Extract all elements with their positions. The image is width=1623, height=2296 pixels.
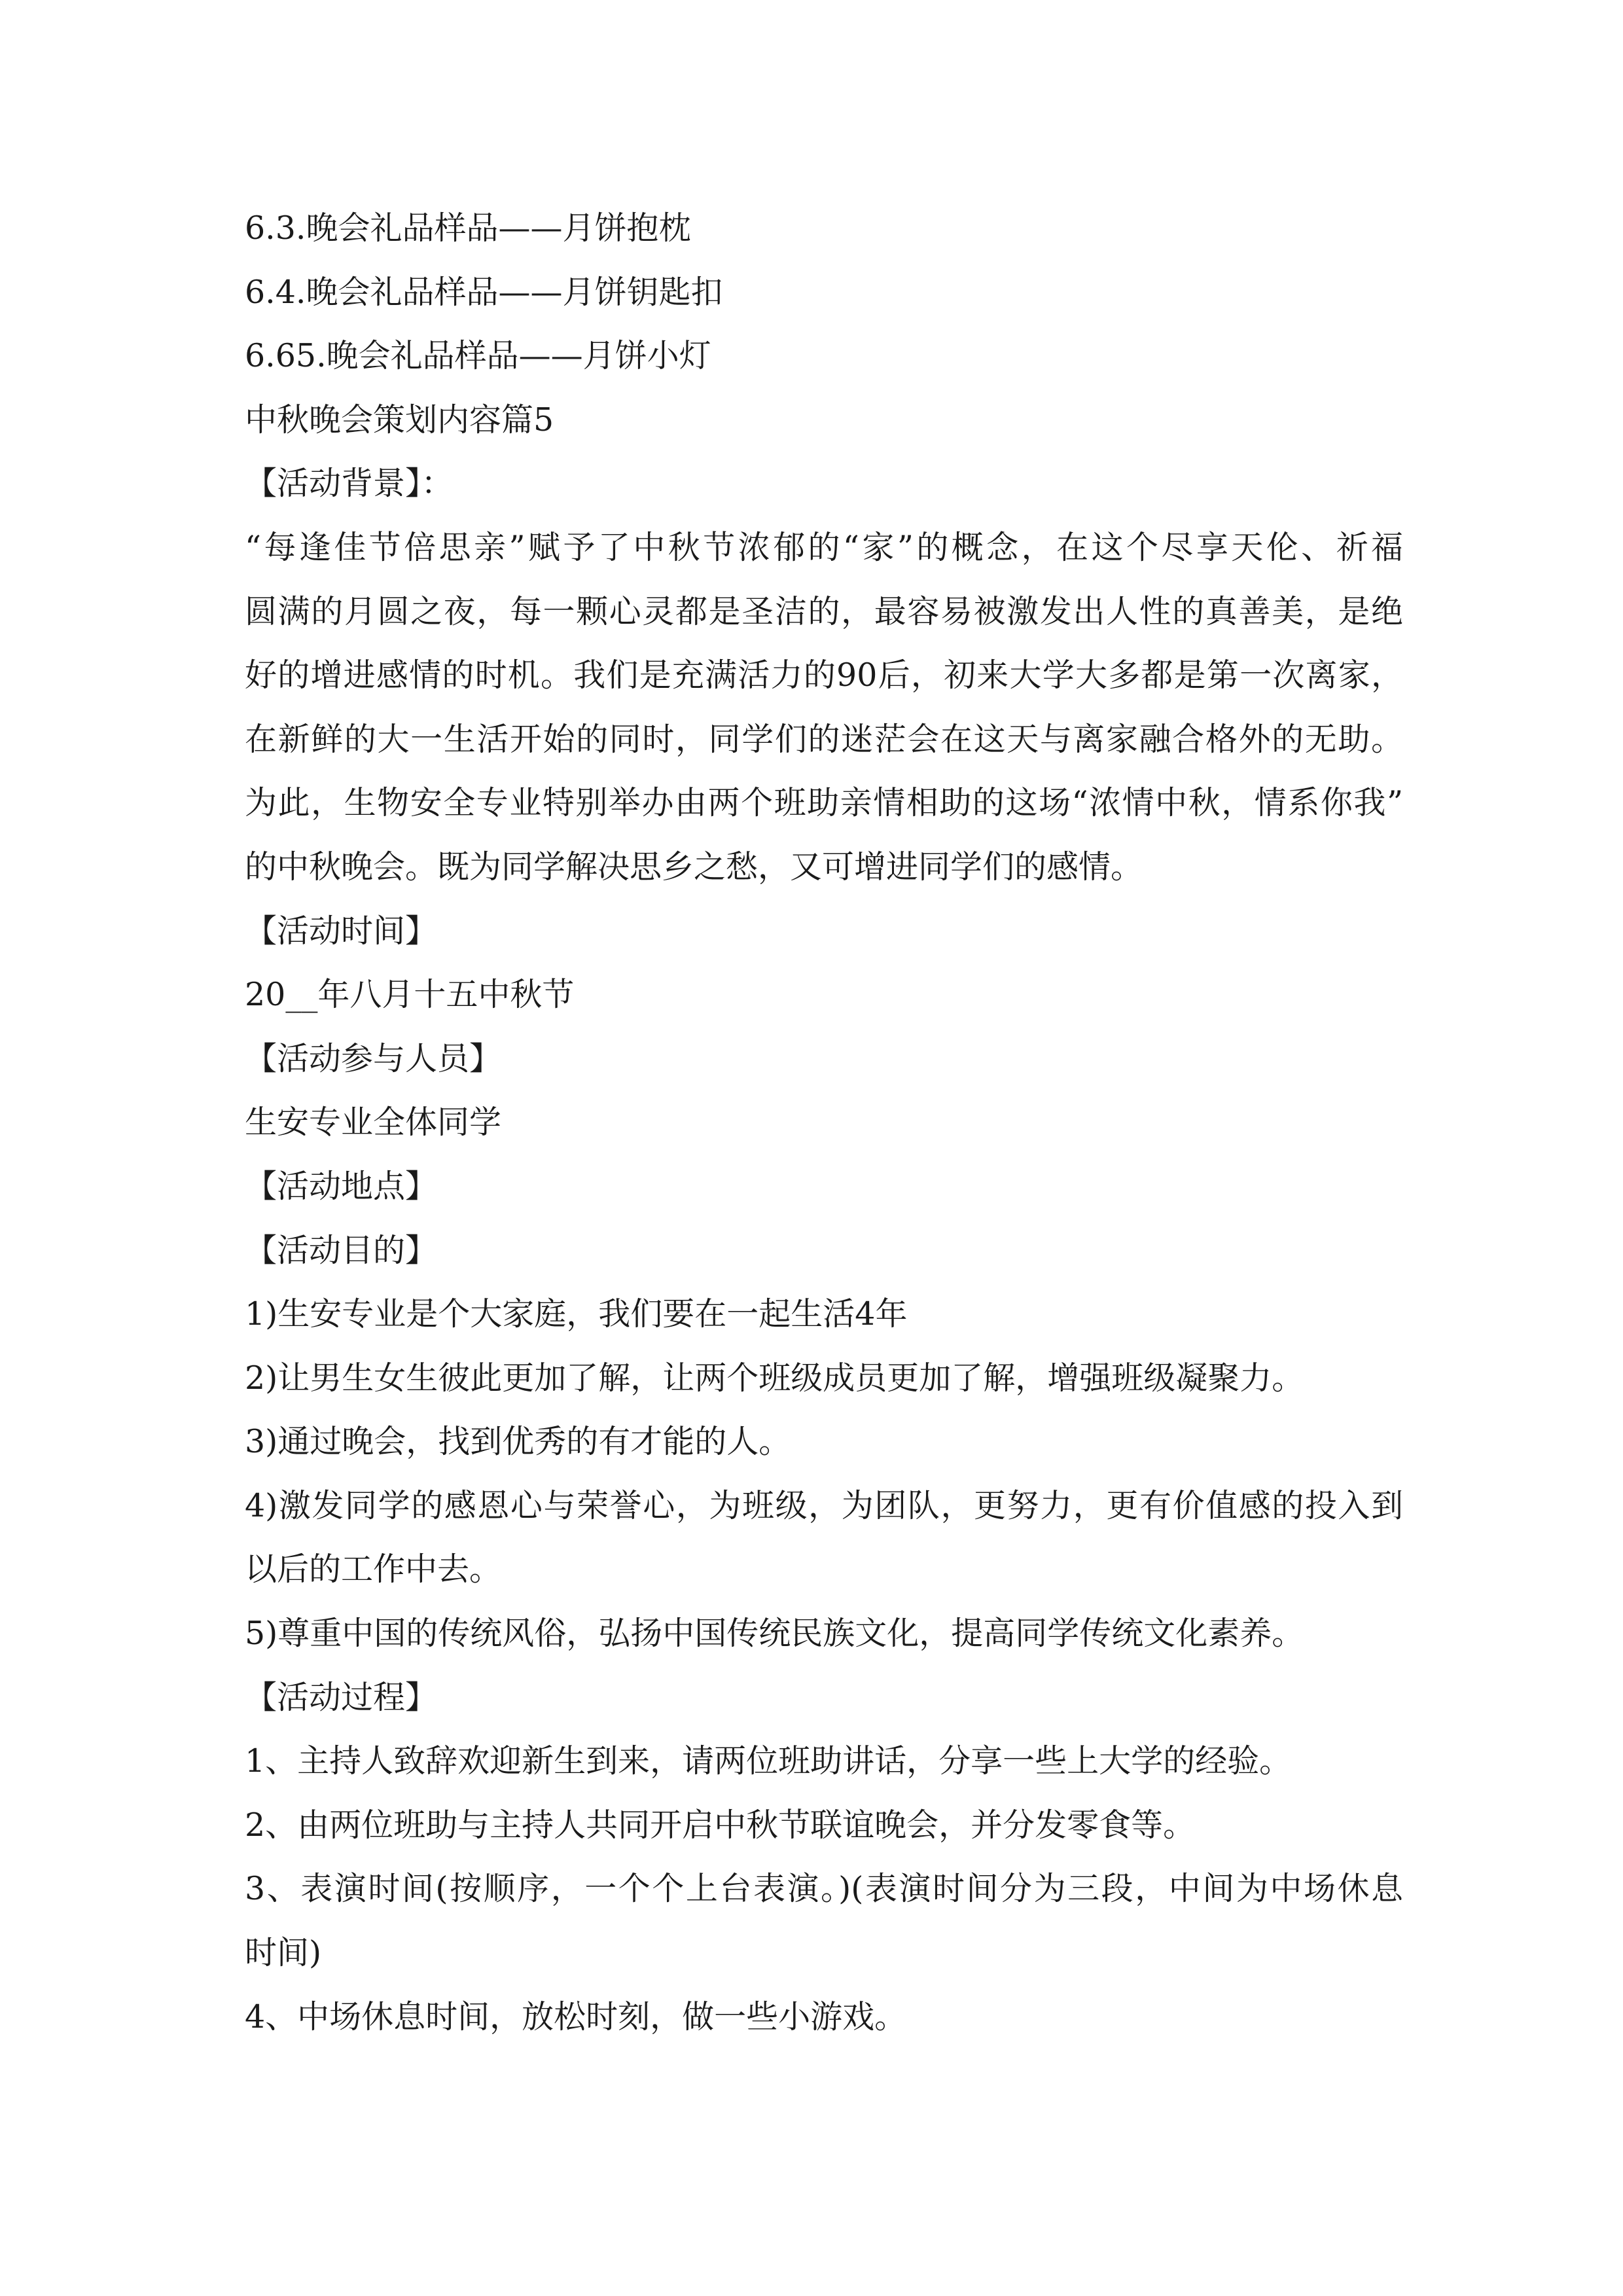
- goal-item: 3)通过晚会，找到优秀的有才能的人。: [245, 1423, 791, 1461]
- participants-heading: 【活动参与人员】: [245, 1039, 502, 1077]
- paragraph-line: 时间): [245, 1934, 322, 1972]
- paragraph-line: 的中秋晚会。既为同学解决思乡之愁，又可增进同学们的感情。: [245, 848, 1143, 886]
- goal-item: 1)生安专业是个大家庭，我们要在一起生活4年: [245, 1295, 908, 1333]
- list-item: 6.65.晚会礼品样品——月饼小灯: [245, 337, 711, 375]
- goal-item: 2)让男生女生彼此更加了解，让两个班级成员更加了解，增强班级凝聚力。: [245, 1359, 1304, 1397]
- process-heading: 【活动过程】: [245, 1678, 438, 1716]
- process-item: 1、主持人致辞欢迎新生到来，请两位班助讲话，分享一些上大学的经验。: [245, 1742, 1292, 1780]
- list-item: 6.4.晚会礼品样品——月饼钥匙扣: [245, 273, 723, 311]
- goals-heading: 【活动目的】: [245, 1231, 438, 1269]
- process-item: 4、中场休息时间，放松时刻，做一些小游戏。: [245, 1998, 907, 2036]
- goal-item-4: [245, 1474, 1403, 1602]
- location-heading: 【活动地点】: [245, 1167, 438, 1205]
- paragraph-line: 在新鲜的大一生活开始的同时，同学们的迷茫会在这天与离家融合格外的无助。: [245, 720, 1403, 758]
- paragraph-line: 为此，生物安全专业特别举办由两个班助亲情相助的这场“浓情中秋，情系你我”: [245, 784, 1403, 822]
- paragraph-line: 4)激发同学的感恩心与荣誉心，为班级，为团队，更努力，更有价值感的投入到: [245, 1486, 1403, 1524]
- background-paragraph: [245, 516, 1403, 899]
- paragraph-line: 3、表演时间(按顺序，一个个上台表演。)(表演时间分为三段，中间为中场休息: [245, 1870, 1403, 1908]
- section-title: 中秋晚会策划内容篇5: [245, 401, 554, 439]
- paragraph-line: 以后的工作中去。: [245, 1551, 502, 1588]
- document-body: [245, 196, 1403, 2049]
- time-value: 20__年八月十五中秋节: [245, 976, 575, 1014]
- paragraph-line: “每逢佳节倍思亲”赋予了中秋节浓郁的“家”的概念，在这个尽享天伦、祈福: [245, 528, 1403, 566]
- participants-value: 生安专业全体同学: [245, 1103, 502, 1141]
- background-heading: 【活动背景】：: [245, 465, 454, 503]
- process-item: 2、由两位班助与主持人共同开启中秋节联谊晚会，并分发零食等。: [245, 1806, 1196, 1844]
- process-item-3: [245, 1857, 1403, 1984]
- time-heading: 【活动时间】: [245, 912, 438, 950]
- list-item: 6.3.晚会礼品样品——月饼抱枕: [245, 209, 691, 247]
- paragraph-line: 圆满的月圆之夜，每一颗心灵都是圣洁的，最容易被激发出人性的真善美，是绝: [245, 592, 1403, 630]
- goal-item: 5)尊重中国的传统风俗，弘扬中国传统民族文化，提高同学传统文化素养。: [245, 1615, 1304, 1653]
- paragraph-line: 好的增进感情的时机。我们是充满活力的90后，初来大学大多都是第一次离家，: [245, 656, 1403, 694]
